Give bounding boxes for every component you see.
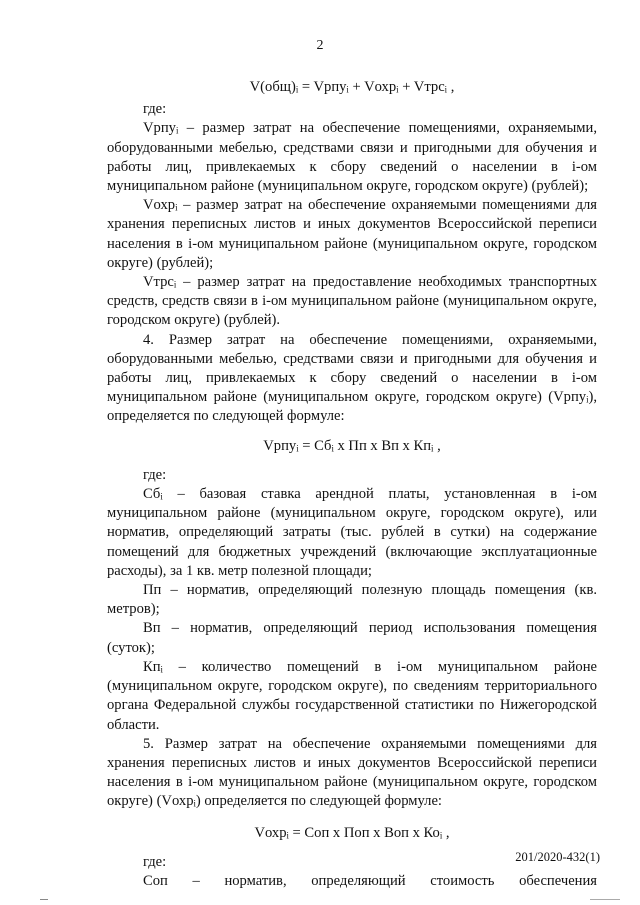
- where-label: где:: [143, 466, 167, 483]
- document-body: [107, 78, 597, 891]
- paragraph-item-5: 5. Размер затрат на обеспечение охраняемыми помещениями для хранения переписных листов и иных документов Всероссийской переписи населения в i-ом муниципальном районе (муниципальном округе, городском округе) (Vохрᵢ) определяется по следующей формуле:: [107, 735, 597, 810]
- definition-vp: Вп – норматив, определяющий период использования помещения (суток);: [107, 620, 597, 656]
- formula-vrpu: Vрпуᵢ = Сбᵢ х Пп х Вп х Кпᵢ ,: [263, 437, 441, 454]
- definition-voxr: Vохрᵢ – размер затрат на обеспечение охраняемыми помещениями для хранения переписных листов и иных документов Всероссийской переписи населения в i-ом муниципальном районе (муниципальном округе, городском округе) (рублей);: [107, 197, 597, 271]
- definition-vtrs: Vтрсᵢ – размер затрат на предоставление необходимых транспортных средств, средств связи в i-ом муниципальном районе (муниципальном округе, городском округе) (рублей).: [107, 274, 597, 329]
- paragraph-item-4: 4. Размер затрат на обеспечение помещениями, охраняемыми, оборудованными мебелью, средствами связи и пригодными для обучения и работы лиц, привлекаемых к сбору сведений о населении в i-ом муниципальном районе (муниципальном округе, городском округе) (Vрпуᵢ), определяется по следующей формуле:: [107, 331, 597, 425]
- definition-sop: Соп – норматив, определяющий стоимость обеспечения: [143, 872, 597, 889]
- page-number: 2: [316, 38, 324, 53]
- definition-vrpu: Vрпуᵢ – размер затрат на обеспечение помещениями, охраняемыми, оборудованными мебелью, средствами связи и пригодными для обучения и работы лиц, привлекаемых к сбору сведений о населении в i-ом муниципальном районе (муниципальном округе, городском округе) (рублей);: [107, 120, 597, 195]
- definition-pp: Пп – норматив, определяющий полезную площадь помещения (кв. метров);: [107, 582, 597, 618]
- document-code: 201/2020-432(1): [515, 850, 600, 864]
- formula-total-cost: V(общ)ᵢ = Vрпуᵢ + Vохрᵢ + Vтрсᵢ ,: [249, 79, 455, 95]
- scan-speck: [40, 899, 48, 900]
- scan-speck: [590, 899, 620, 900]
- formula-voxr: Vохрᵢ = Соп х Поп х Воп х Коᵢ ,: [254, 824, 450, 841]
- definition-sb: Сбᵢ – базовая ставка арендной платы, установленная в i-ом муниципальном районе (муниципальном округе, городском округе), или норматив, определяющий затраты (тыс. рублей в сутки) на содержание помещений для бюджетных учреждений (включающие эксплуатационные расходы), за 1 кв. метр полезной площади;: [107, 486, 597, 579]
- where-label: где:: [143, 101, 167, 118]
- where-label: где:: [143, 853, 167, 870]
- definition-kp: Кпᵢ – количество помещений в i-ом муниципальном районе (муниципальном округе, городском округе), по сведениям территориального органа Федеральной службы государственной статистики по Нижегородской области.: [107, 658, 597, 733]
